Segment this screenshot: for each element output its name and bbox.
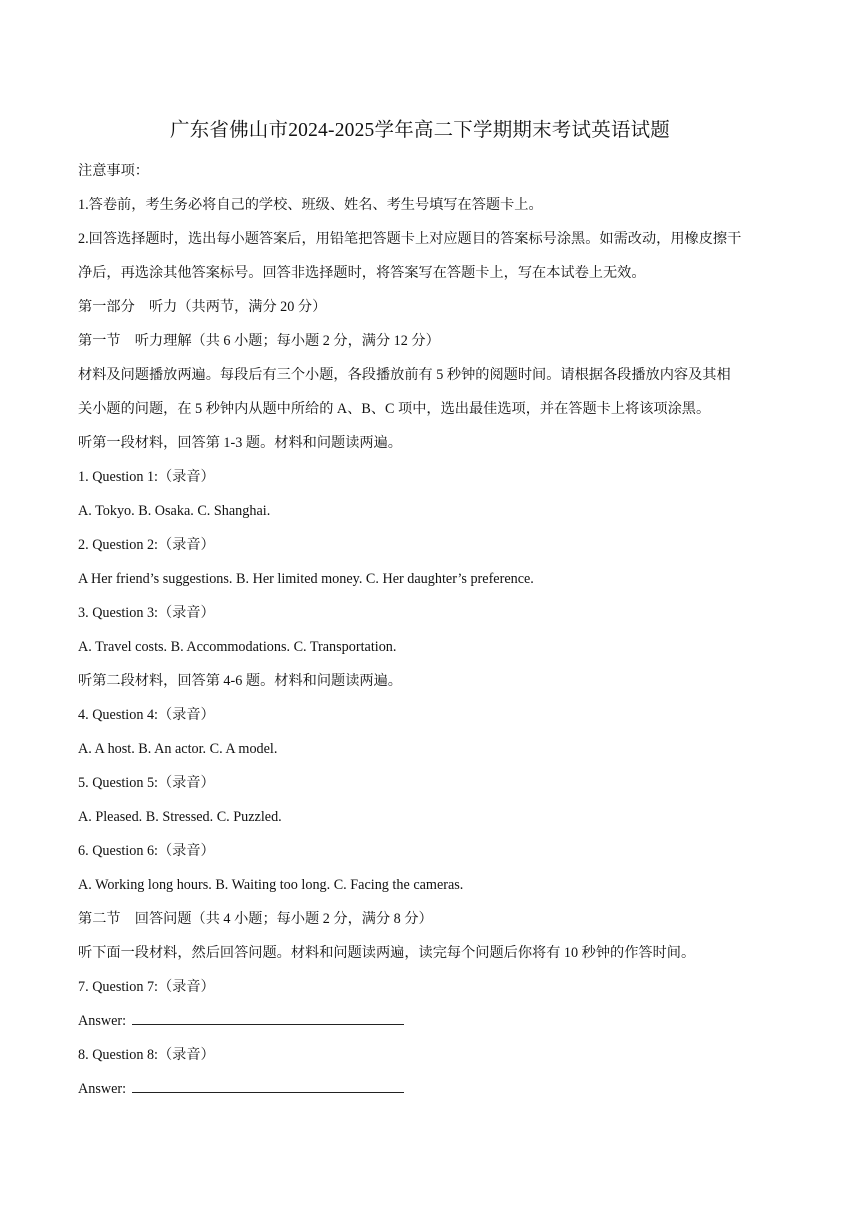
notice-item-2-line-1: 2.回答选择题时，选出每小题答案后，用铅笔把答题卡上对应题目的答案标号涂黑。如需改动，用橡皮擦干: [78, 231, 742, 247]
question-4-options: A. A host. B. An actor. C. A model.: [78, 741, 278, 757]
section1-heading: 第一节 听力理解（共 6 小题；每小题 2 分，满分 12 分）: [78, 333, 440, 349]
answer-label: Answer:: [78, 1013, 127, 1029]
passage1-intro: 听第一段材料，回答第 1-3 题。材料和问题读两遍。: [78, 435, 402, 451]
question-6-options: A. Working long hours. B. Waiting too long. C. Facing the cameras.: [78, 877, 464, 893]
part1-heading: 第一部分 听力（共两节，满分 20 分）: [78, 299, 327, 315]
question-3: 3. Question 3:（录音）: [78, 605, 215, 621]
question-7: 7. Question 7:（录音）: [78, 979, 215, 995]
answer-row-7: [78, 1004, 784, 1038]
question-3-options: A. Travel costs. B. Accommodations. C. Transportation.: [78, 639, 397, 655]
question-2-options: A Her friend’s suggestions. B. Her limited money. C. Her daughter’s preference.: [78, 571, 534, 587]
notice-item-2-line-2: 净后，再选涂其他答案标号。回答非选择题时，将答案写在答题卡上，写在本试卷上无效。: [78, 265, 646, 281]
question-5-options: A. Pleased. B. Stressed. C. Puzzled.: [78, 809, 282, 825]
question-1: 1. Question 1:（录音）: [78, 469, 215, 485]
answer-blank-8: [132, 1078, 404, 1093]
section2-heading: 第二节 回答问题（共 4 小题；每小题 2 分，满分 8 分）: [78, 911, 433, 927]
section2-instructions: 听下面一段材料，然后回答问题。材料和问题读两遍，读完每个问题后你将有 10 秒钟的作答时间。: [78, 945, 696, 961]
answer-label: Answer:: [78, 1081, 127, 1097]
answer-row-8: [78, 1072, 784, 1106]
passage2-intro: 听第二段材料，回答第 4-6 题。材料和问题读两遍。: [78, 673, 402, 689]
question-2: 2. Question 2:（录音）: [78, 537, 215, 553]
question-8: 8. Question 8:（录音）: [78, 1047, 215, 1063]
section1-instructions-line-2: 关小题的问题，在 5 秒钟内从题中所给的 A、B、C 项中，选出最佳选项，并在答题卡上将该项涂黑。: [78, 401, 711, 417]
question-5: 5. Question 5:（录音）: [78, 775, 215, 791]
answer-blank-7: [132, 1010, 404, 1025]
question-1-options: A. Tokyo. B. Osaka. C. Shanghai.: [78, 503, 271, 519]
notice-heading: 注意事项：: [78, 163, 149, 179]
page-title: 广东省佛山市2024-2025学年高二下学期期末考试英语试题: [170, 120, 670, 141]
question-6: 6. Question 6:（录音）: [78, 843, 215, 859]
question-4: 4. Question 4:（录音）: [78, 707, 215, 723]
section1-instructions-line-1: 材料及问题播放两遍。每段后有三个小题，各段播放前有 5 秒钟的阅题时间。请根据各段播放内容及其相: [78, 367, 731, 383]
notice-item-1: 1.答卷前，考生务必将自己的学校、班级、姓名、考生号填写在答题卡上。: [78, 197, 543, 213]
exam-body: [78, 154, 784, 1106]
